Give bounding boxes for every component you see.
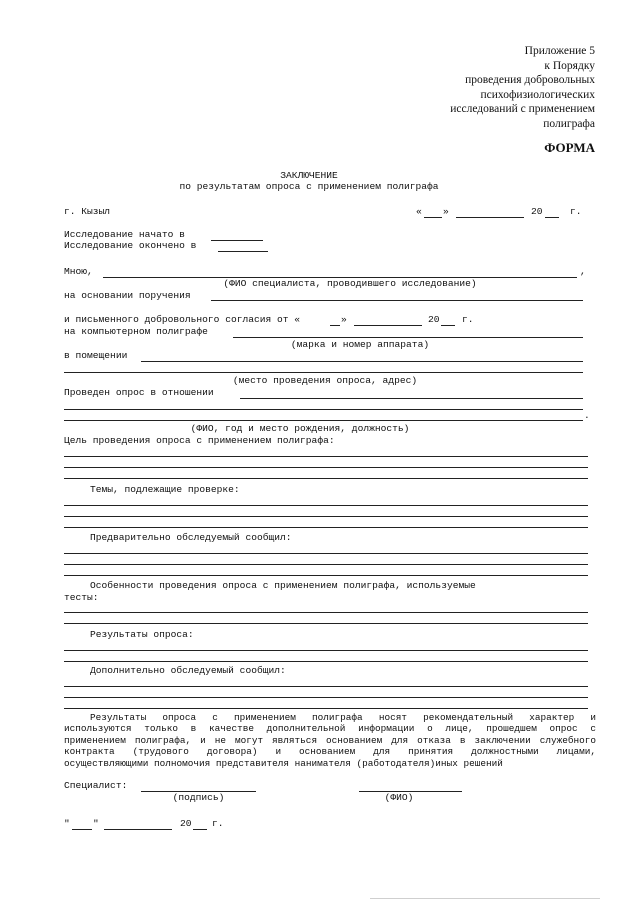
consent-year-prefix: 20 [428, 314, 440, 325]
prelim-label: Предварительно обследуемый сообщил: [90, 532, 292, 543]
purpose-field-2[interactable] [64, 467, 588, 468]
fio-caption: (ФИО) [384, 792, 414, 803]
polygraph-label: на компьютерном полиграфе [64, 326, 208, 337]
consent-label: и письменного добровольного согласия от « [64, 314, 301, 325]
notice-line: осуществляющими полномочия представителя нанимателя (работодателя)иных решений [64, 757, 503, 769]
results-field-2[interactable] [64, 661, 588, 662]
room-field[interactable] [141, 361, 583, 362]
study-started-label: Исследование начато в [64, 229, 185, 240]
polygraph-caption: (марка и номер аппарата) [290, 339, 430, 350]
room-field-2[interactable] [64, 372, 583, 373]
additional-field-2[interactable] [64, 697, 588, 698]
footer-year-prefix: 20 [180, 818, 192, 829]
results-label: Результаты опроса: [90, 629, 194, 640]
results-field-1[interactable] [64, 650, 588, 651]
room-label: в помещении [64, 350, 128, 361]
purpose-field-3[interactable] [64, 478, 588, 479]
date-day-field[interactable] [424, 217, 442, 218]
order-basis-field[interactable] [211, 300, 583, 301]
notice-line: контракта (трудового договора) и основанием для принятия должностными лицами, [64, 746, 596, 758]
polygraph-field[interactable] [233, 337, 583, 338]
footer-day-field[interactable] [72, 829, 92, 830]
features-label-2: тесты: [64, 592, 99, 603]
appendix-line: исследований с применением [450, 103, 595, 116]
features-label-1: Особенности проведения опроса с применением полиграфа, используемые [90, 580, 476, 591]
order-basis-label: на основании поручения [64, 290, 191, 301]
consent-month-field[interactable] [354, 325, 422, 326]
form-label: ФОРМА [544, 140, 595, 155]
consent-quote-close: » [341, 314, 347, 325]
footer-year-field[interactable] [193, 829, 207, 830]
purpose-field-1[interactable] [64, 456, 588, 457]
consent-year-suffix: г. [462, 314, 474, 325]
by-me-label: Мною, [64, 266, 93, 277]
specialist-label: Специалист: [64, 780, 128, 791]
conducted-for-field-3[interactable] [64, 420, 583, 421]
prelim-field-1[interactable] [64, 553, 588, 554]
notice-line: используются только в качестве дополнительной информации о лице, прошедшем опрос с [64, 723, 596, 735]
appendix-line: полиграфа [543, 117, 595, 130]
legal-notice [64, 712, 596, 769]
by-me-comma: , [580, 266, 586, 277]
purpose-label: Цель проведения опроса с применением полиграфа: [64, 435, 335, 446]
footer-month-field[interactable] [104, 829, 172, 830]
study-started-field[interactable] [211, 240, 263, 241]
room-caption: (место проведения опроса, адрес) [232, 375, 418, 386]
additional-label: Дополнительно обследуемый сообщил: [90, 665, 286, 676]
date-year-prefix: 20 [531, 206, 543, 217]
additional-field-1[interactable] [64, 686, 588, 687]
topics-label: Темы, подлежащие проверке: [90, 484, 240, 495]
date-year-suffix: г. [570, 206, 582, 217]
signature-caption: (подпись) [172, 792, 225, 803]
footer-quote-close: " [93, 818, 99, 829]
topics-field-1[interactable] [64, 505, 588, 506]
study-ended-field[interactable] [218, 251, 268, 252]
topics-field-3[interactable] [64, 527, 588, 528]
notice-line: применением полиграфа, и не могут являться основанием для отказа в заключении служебного [64, 734, 596, 746]
consent-year-field[interactable] [441, 325, 455, 326]
footer-year-suffix: г. [212, 818, 224, 829]
date-year-field[interactable] [545, 217, 559, 218]
features-field-2[interactable] [64, 623, 588, 624]
footer-quote-open: " [64, 818, 70, 829]
date-quote-close: » [443, 206, 449, 217]
document-subtitle: по результатам опроса с применением полиграфа [179, 181, 439, 192]
date-month-field[interactable] [456, 217, 524, 218]
study-ended-label: Исследование окончено в [64, 240, 197, 251]
document-title: ЗАКЛЮЧЕНИЕ [280, 170, 338, 181]
consent-day-field[interactable] [330, 325, 340, 326]
conducted-for-field[interactable] [240, 398, 583, 399]
topics-field-2[interactable] [64, 516, 588, 517]
specialist-caption: (ФИО специалиста, проводившего исследование) [223, 278, 477, 289]
conducted-for-dot: . [584, 410, 590, 421]
date-quote-open: « [416, 206, 422, 217]
appendix-header [450, 44, 595, 132]
city: г. Кызыл [64, 206, 111, 217]
appendix-line: к Порядку [544, 59, 595, 72]
conducted-for-label: Проведен опрос в отношении [64, 387, 214, 398]
person-caption: (ФИО, год и место рождения, должность) [190, 423, 410, 434]
additional-field-3[interactable] [64, 708, 588, 709]
conducted-for-field-2[interactable] [64, 409, 583, 410]
notice-line: Результаты опроса с применением полиграфа носят рекомендательный характер и [90, 712, 596, 723]
prelim-field-3[interactable] [64, 575, 588, 576]
prelim-field-2[interactable] [64, 564, 588, 565]
appendix-line: психофизиологических [480, 88, 595, 101]
bottom-divider [370, 898, 600, 899]
features-field-1[interactable] [64, 612, 588, 613]
appendix-line: проведения добровольных [465, 74, 595, 87]
appendix-line: Приложение 5 [524, 45, 595, 57]
